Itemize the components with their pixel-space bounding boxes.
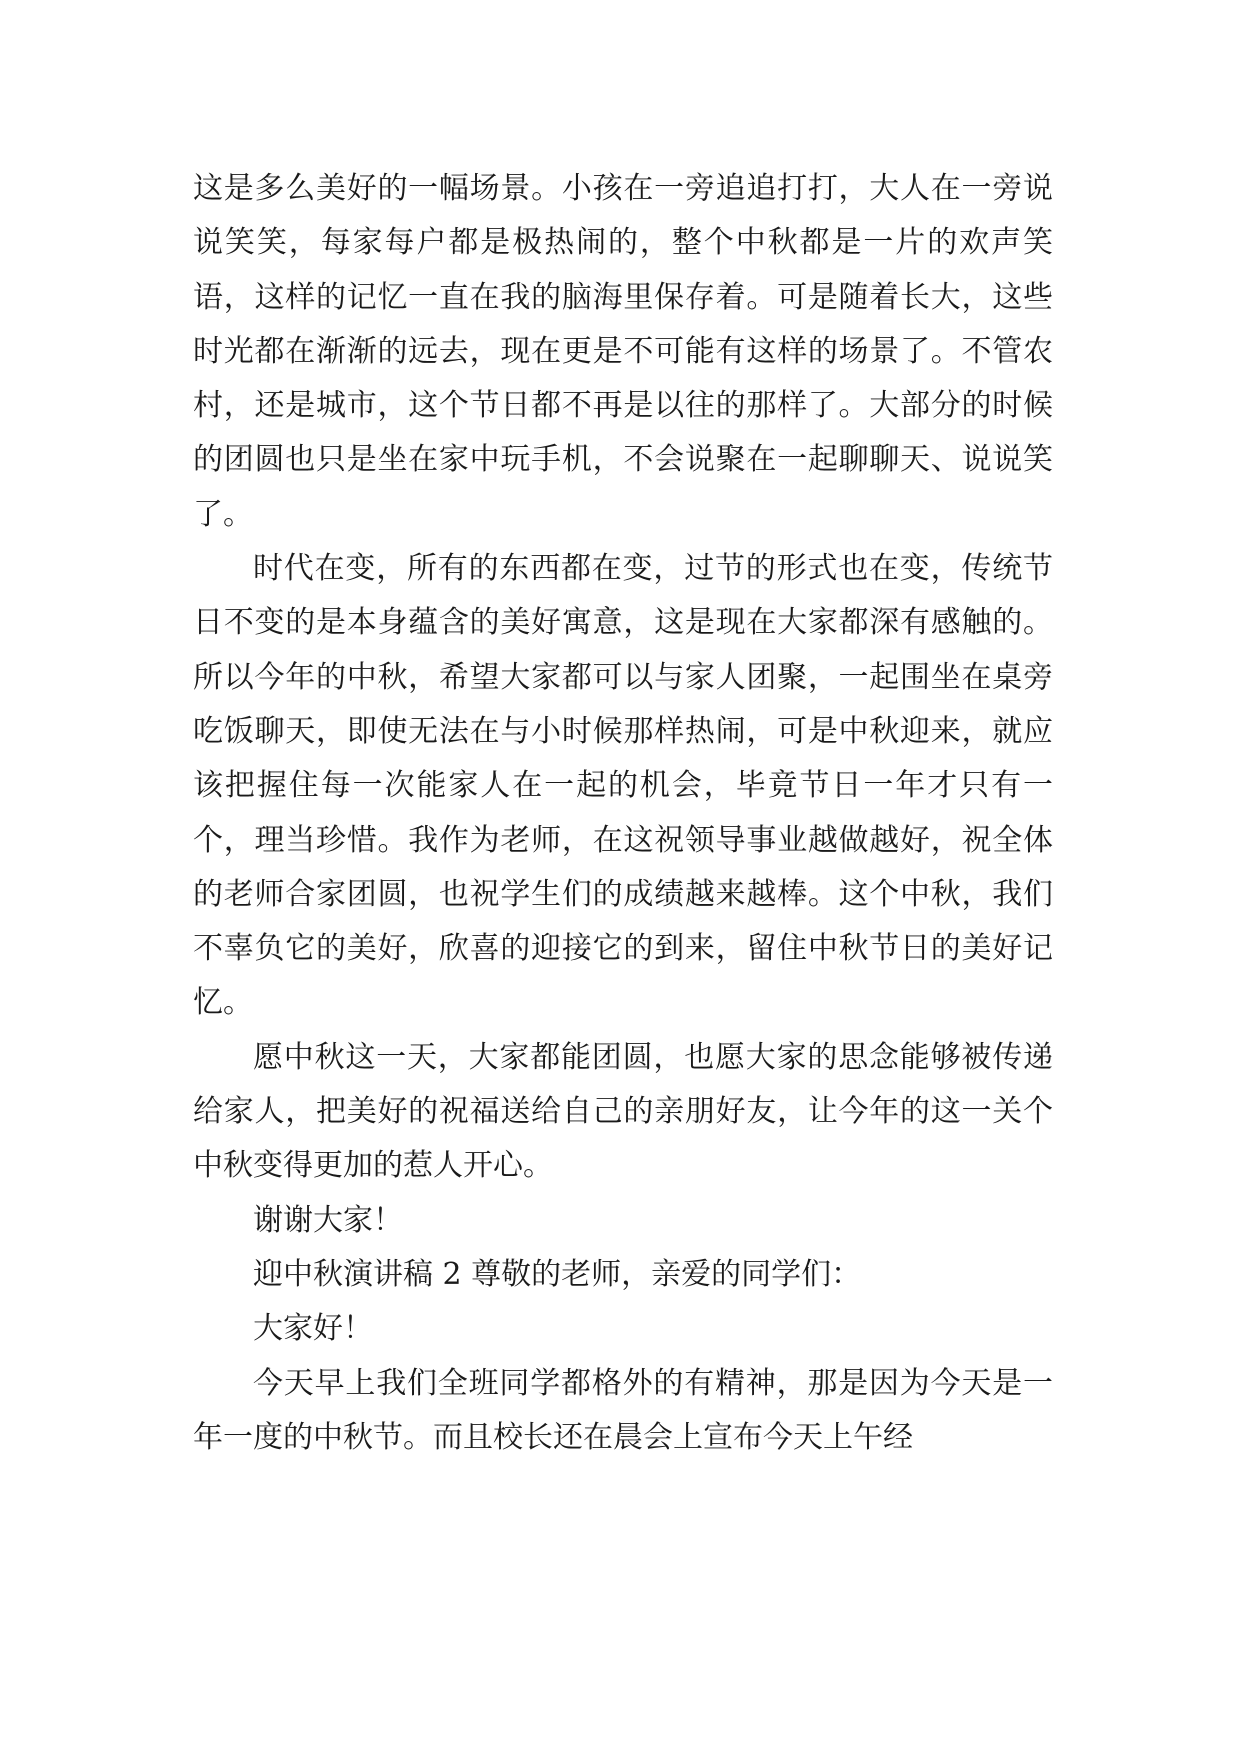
paragraph-changing-times: 时代在变，所有的东西都在变，过节的形式也在变，传统节日不变的是本身蕴含的美好寓意，这是现在大家都深有感触的。所以今年的中秋，希望大家都可以与家人团聚，一起围坐在桌旁吃饭聊天，即使无法在与小时候那样热闹，可是中秋迎来，就应该把握住每一次能家人在一起的机会，毕竟节日一年才只有一个，理当珍惜。我作为老师，在这祝领导事业越做越好，祝全体的老师合家团圆，也祝学生们的成绩越来越棒。这个中秋，我们不辜负它的美好，欣喜的迎接它的到来，留住中秋节日的美好记忆。 [193, 551, 1053, 1021]
document-body [193, 162, 1053, 1465]
paragraph-memory: 这是多么美好的一幅场景。小孩在一旁追追打打，大人在一旁说说笑笑，每家每户都是极热闹的，整个中秋都是一片的欢声笑语，这样的记忆一直在我的脑海里保存着。可是随着长大，这些时光都在渐渐的远去，现在更是不可能有这样的场景了。不管农村，还是城市，这个节日都不再是以往的那样了。大部分的时候的团圆也只是坐在家中玩手机，不会说聚在一起聊聊天、说说笑了。 [193, 171, 1053, 532]
paragraph-speech-2-title: 迎中秋演讲稿 2 尊敬的老师，亲爱的同学们： [253, 1256, 862, 1292]
paragraph-thanks: 谢谢大家！ [253, 1202, 403, 1238]
paragraph-today: 今天早上我们全班同学都格外的有精神，那是因为今天是一年一度的中秋节。而且校长还在晨会上宣布今天上午经 [193, 1365, 1053, 1455]
paragraph-wishes: 愿中秋这一天，大家都能团圆，也愿大家的思念能够被传递给家人，把美好的祝福送给自己的亲朋好友，让今年的这一关个中秋变得更加的惹人开心。 [193, 1039, 1053, 1184]
paragraph-greeting: 大家好！ [253, 1311, 373, 1347]
